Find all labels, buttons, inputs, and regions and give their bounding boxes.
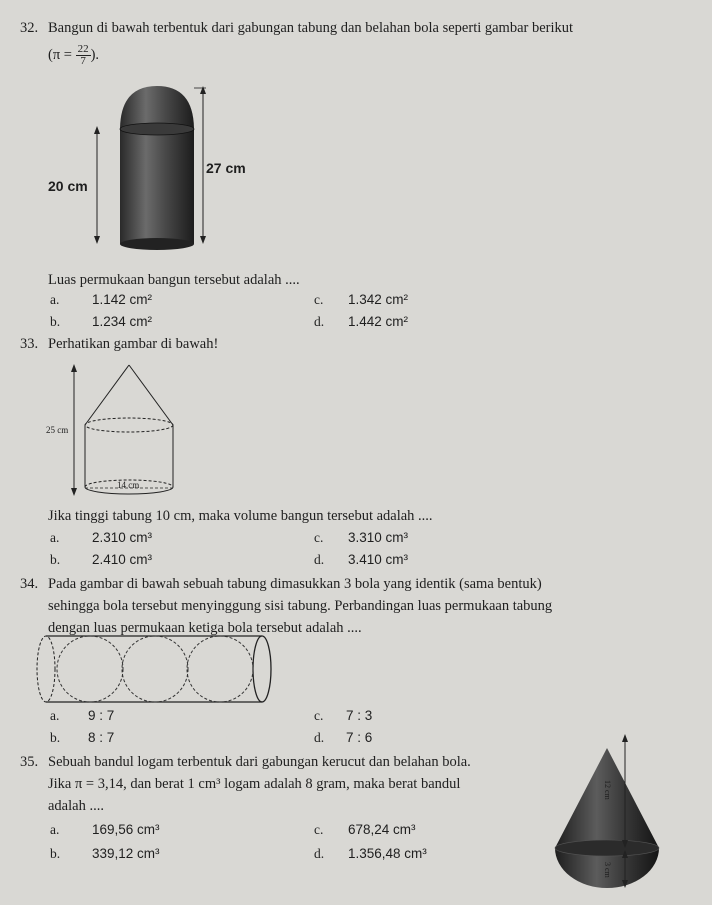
q33-question: Jika tinggi tabung 10 cm, maka volume bangun tersebut adalah ....: [48, 508, 433, 524]
q35-number: 35.: [20, 754, 39, 770]
q35-option-d-letter: d.: [314, 846, 325, 861]
q33-option-d-letter: d.: [314, 552, 325, 567]
q32-option-c-letter: c.: [314, 292, 324, 307]
q35-line3: adalah ....: [48, 798, 104, 814]
q32-option-a-letter: a.: [50, 292, 60, 307]
q34-option-d-letter: d.: [314, 730, 325, 745]
q32-text: Bangun di bawah terbentuk dari gabungan tabung dan belahan bola seperti gambar berikut: [48, 20, 574, 36]
q34-option-b-value: 8 : 7: [88, 730, 115, 745]
q32-option-d-letter: d.: [314, 314, 325, 329]
q35-label-12cm: 12 cm: [603, 780, 612, 800]
q35-label-3cm: 3 cm: [603, 862, 612, 878]
q32-option-b-value: 1.234 cm²: [92, 314, 153, 329]
q33-text: Perhatikan gambar di bawah!: [48, 336, 219, 352]
q34-number: 34.: [20, 576, 39, 592]
q32-option-b-letter: b.: [50, 314, 61, 329]
q33-label-14cm: 14 cm: [117, 480, 140, 490]
q34-line2: sehingga bola tersebut menyinggung sisi tabung. Perbandingan luas permukaan tabung: [48, 598, 553, 614]
q32-option-d-value: 1.442 cm²: [348, 314, 409, 329]
q34-option-c-value: 7 : 3: [346, 708, 373, 723]
q32-number: 32.: [20, 20, 39, 36]
q34-option-a-value: 9 : 7: [88, 708, 115, 723]
q34-option-b-letter: b.: [50, 730, 61, 745]
q35-option-c-value: 678,24 cm³: [348, 822, 416, 837]
q32-pi-numerator: 22: [77, 43, 89, 55]
q35-option-b-letter: b.: [50, 846, 61, 861]
q33-option-c-letter: c.: [314, 530, 324, 545]
q35-line2: Jika π = 3,14, dan berat 1 cm³ logam adalah 8 gram, maka berat bandul: [48, 776, 461, 792]
q32-pi-prefix: (π =: [48, 46, 72, 63]
q33-option-a-letter: a.: [50, 530, 60, 545]
q35-option-a-letter: a.: [50, 822, 60, 837]
q35-option-b-value: 339,12 cm³: [92, 846, 160, 861]
q33-option-b-letter: b.: [50, 552, 61, 567]
q35-line1: Sebuah bandul logam terbentuk dari gabungan kerucut dan belahan bola.: [48, 754, 471, 770]
q32-label-20cm: 20 cm: [48, 178, 88, 194]
q35-option-c-letter: c.: [314, 822, 324, 837]
q34-option-c-letter: c.: [314, 708, 324, 723]
q32-option-c-value: 1.342 cm²: [348, 292, 409, 307]
q34-option-a-letter: a.: [50, 708, 60, 723]
q35-option-a-value: 169,56 cm³: [92, 822, 160, 837]
q35-option-d-value: 1.356,48 cm³: [348, 846, 427, 861]
q33-number: 33.: [20, 336, 39, 352]
q33-option-a-value: 2.310 cm³: [92, 530, 153, 545]
q32-question: Luas permukaan bangun tersebut adalah ....: [48, 272, 300, 288]
q32-label-27cm: 27 cm: [206, 160, 246, 176]
q32-pi-suffix: ).: [90, 46, 100, 63]
q32-pi-denominator: 7: [80, 55, 86, 67]
q34-option-d-value: 7 : 6: [346, 730, 373, 745]
q33-option-d-value: 3.410 cm³: [348, 552, 409, 567]
q33-option-c-value: 3.310 cm³: [348, 530, 409, 545]
q33-label-25cm: 25 cm: [46, 425, 69, 435]
q34-line1: Pada gambar di bawah sebuah tabung dimasukkan 3 bola yang identik (sama bentuk): [48, 576, 542, 592]
q33-option-b-value: 2.410 cm³: [92, 552, 153, 567]
q34-line3: dengan luas permukaan ketiga bola tersebut adalah ....: [48, 620, 362, 636]
q32-option-a-value: 1.142 cm²: [92, 292, 153, 307]
